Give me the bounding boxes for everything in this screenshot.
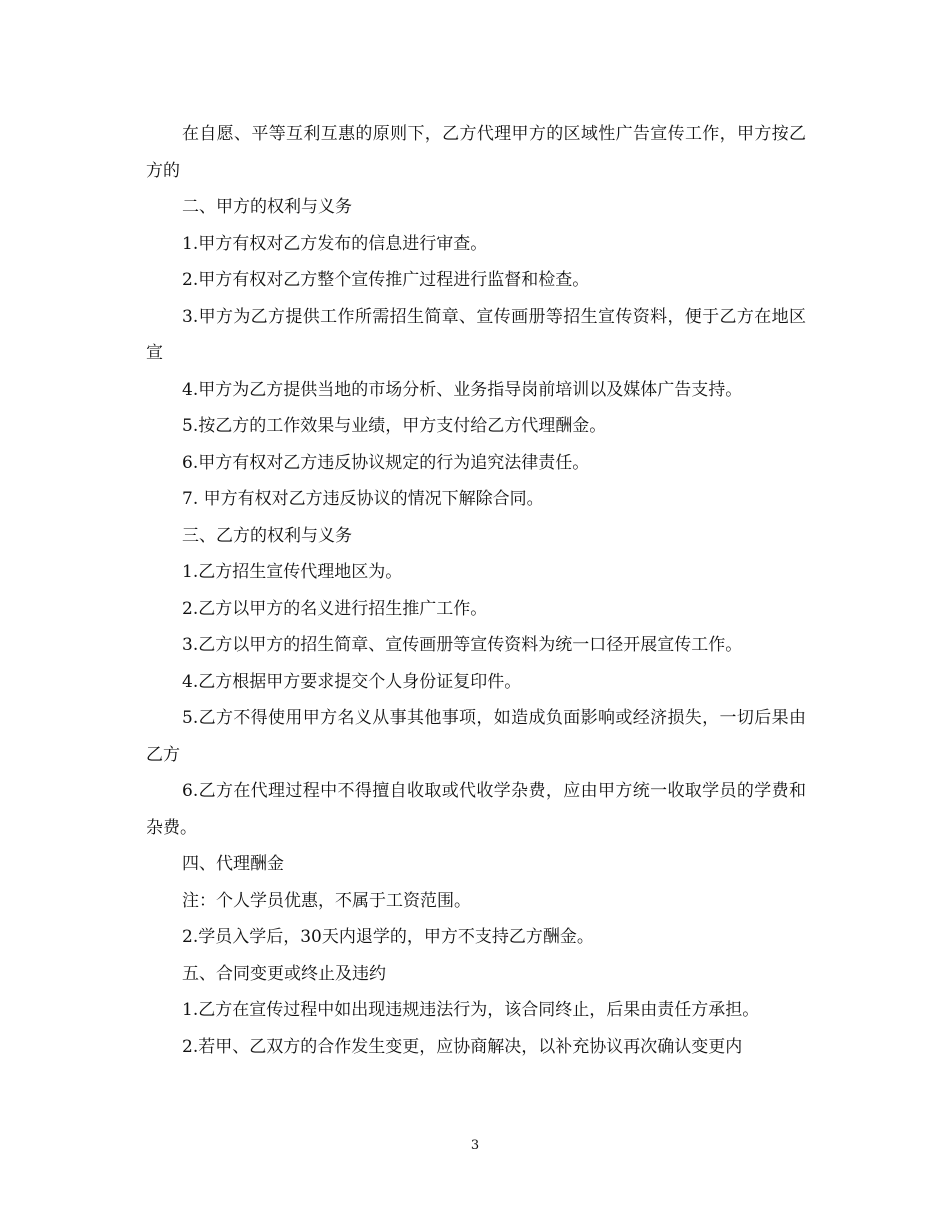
section-heading: 五、合同变更或终止及违约	[182, 963, 386, 984]
paragraph: 2.乙方以甲方的名义进行招生推广工作。	[182, 598, 488, 619]
paragraph: 1.乙方在宣传过程中如出现违规违法行为，该合同终止，后果由责任方承担。	[182, 1000, 760, 1020]
paragraph: 6.甲方有权对乙方违反协议规定的行为追究法律责任。	[182, 452, 590, 473]
section-heading: 三、乙方的权利与义务	[182, 525, 352, 546]
paragraph: 在自愿、平等互利互惠的原则下，乙方代理甲方的区域性广告宣传工作，甲方按乙方的	[146, 124, 806, 181]
paragraph: 注：个人学员优惠，不属于工资范围。	[182, 890, 471, 911]
page-number: 3	[470, 1138, 480, 1153]
paragraph: 3.甲方为乙方提供工作所需招生简章、宣传画册等招生宣传资料，便于乙方在地区宣	[146, 306, 806, 363]
paragraph: 7. 甲方有权对乙方违反协议的情况下解除合同。	[182, 489, 544, 509]
paragraph: 5.按乙方的工作效果与业绩，甲方支付给乙方代理酬金。	[182, 416, 607, 436]
paragraph: 4.乙方根据甲方要求提交个人身份证复印件。	[182, 671, 522, 692]
paragraph: 4.甲方为乙方提供当地的市场分析、业务指导岗前培训以及媒体广告支持。	[182, 379, 743, 400]
paragraph: 6.乙方在代理过程中不得擅自收取或代收学杂费，应由甲方统一收取学员的学费和杂费。	[146, 781, 806, 838]
section-heading: 二、甲方的权利与义务	[182, 197, 352, 217]
section-heading: 四、代理酬金	[182, 854, 284, 874]
paragraph: 2.若甲、乙双方的合作发生变更，应协商解决，以补充协议再次确认变更内	[182, 1036, 743, 1057]
paragraph: 3.乙方以甲方的招生简章、宣传画册等宣传资料为统一口径开展宣传工作。	[182, 635, 743, 655]
paragraph: 2.甲方有权对乙方整个宣传推广过程进行监督和检查。	[182, 270, 590, 290]
paragraph: 1.乙方招生宣传代理地区为。	[182, 562, 403, 582]
paragraph: 5.乙方不得使用甲方名义从事其他事项，如造成负面影响或经济损失，一切后果由乙方	[146, 708, 806, 765]
paragraph: 2.学员入学后，30天内退学的，甲方不支持乙方酬金。	[182, 927, 594, 947]
document-body	[146, 116, 806, 1065]
paragraph: 1.甲方有权对乙方发布的信息进行审查。	[182, 233, 488, 254]
